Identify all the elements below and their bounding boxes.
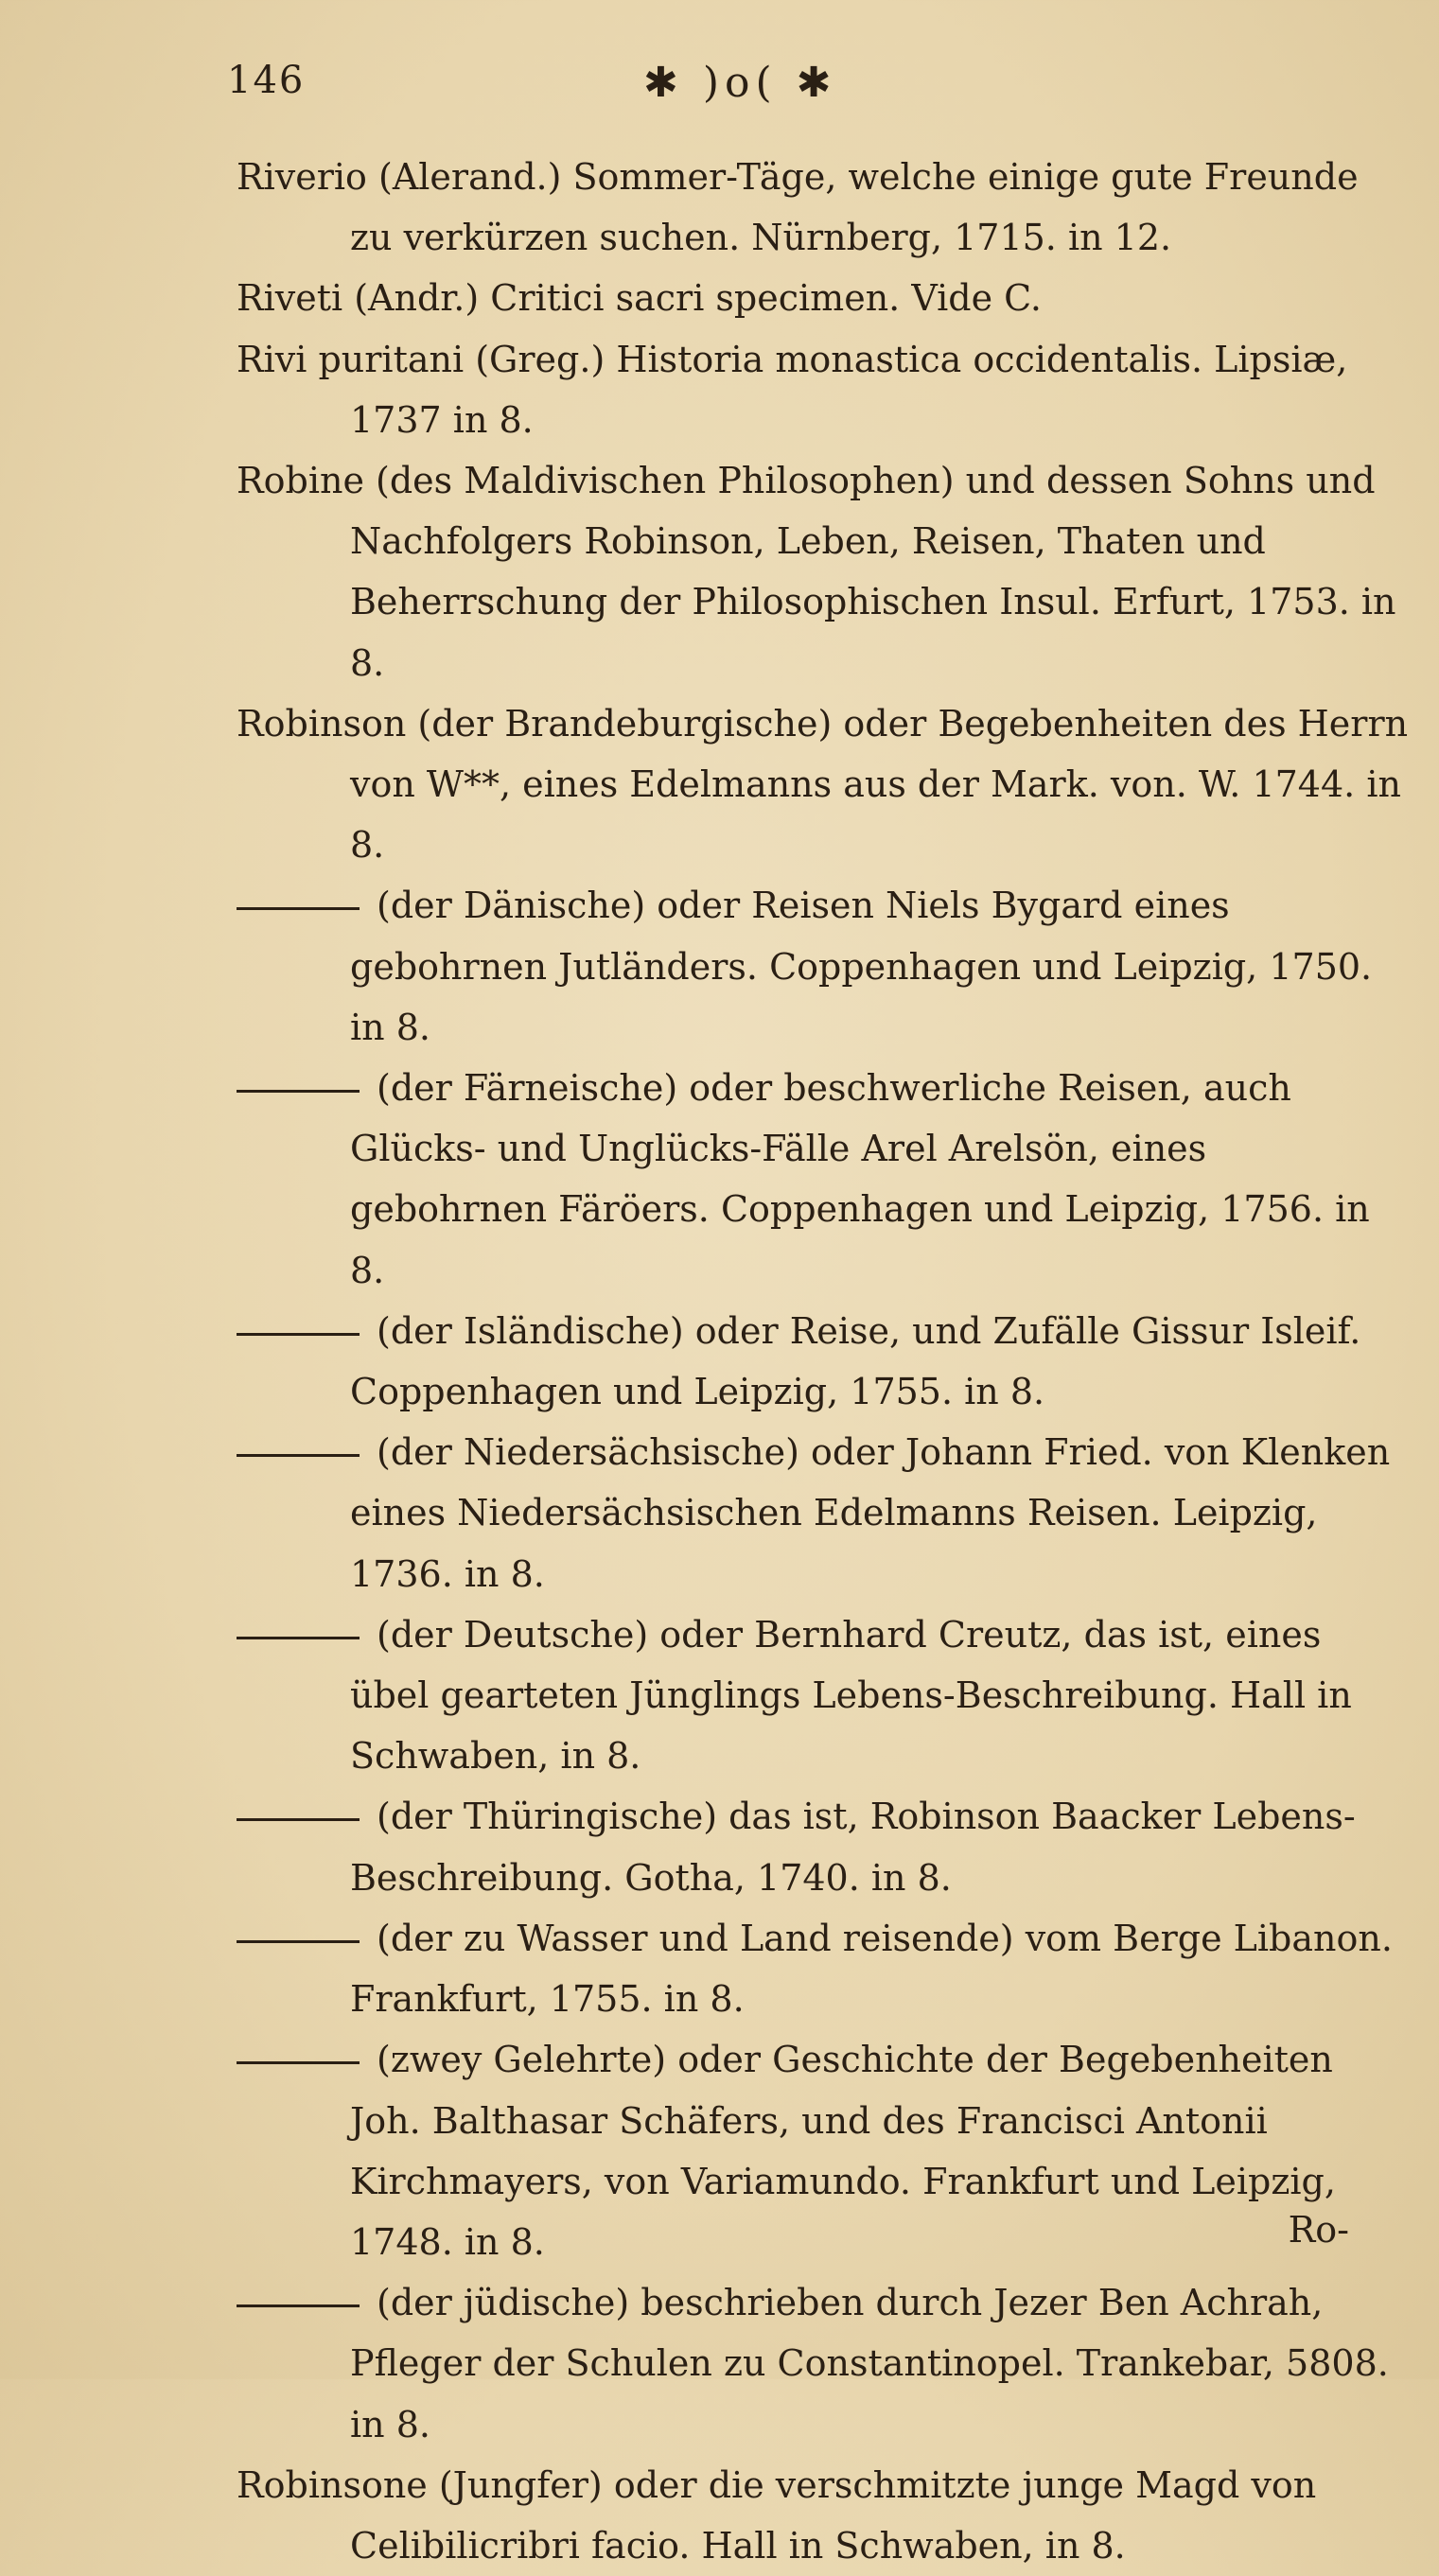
entry-text: (der Isländische) oder Reise, und Zufälle Gissur Isleif. Coppenhagen und Leipzig, 1755. in 8. (350, 1309, 1361, 1413)
entry-text: Robinsone (Jungfer) oder die verschmitzte junge Magd von Celibilicribri facio. Hall in Schwaben, in 8. (237, 2463, 1317, 2567)
entry-robine (237, 450, 1410, 693)
entry-text: (der Dänische) oder Reisen Niels Bygard eines gebohrnen Jutländers. Coppenhagen und Leipzig, 1750. in 8. (350, 885, 1373, 1048)
ditto-dash (237, 1090, 360, 1093)
entry-text: (zwey Gelehrte) oder Geschichte der Begebenheiten Joh. Balthasar Schäfers, und des Francisci Antonii Kirchmayers, von Variamundo. Frankfurt und Leipzig, 1748. in 8. (350, 2039, 1336, 2263)
ditto-dash (237, 1637, 360, 1639)
page-number: 146 (227, 59, 306, 102)
entry-robinson-niedersaechsische (237, 1422, 1410, 1604)
entry-text: (der Färneische) oder beschwerliche Reisen, auch Glücks- und Unglücks-Fälle Arel Arelsön, eines gebohrnen Färöers. Coppenhagen und Leipzig, 1756. in 8. (350, 1067, 1370, 1291)
catchword: Ro- (1288, 2209, 1349, 2251)
entry-robinson-islaendische (237, 1301, 1410, 1422)
entry-list (237, 147, 1410, 2576)
entry-text: (der zu Wasser und Land reisende) vom Berge Libanon. Frankfurt, 1755. in 8. (350, 1917, 1393, 2021)
page-header (227, 59, 1343, 125)
entry-text: Riveti (Andr.) Critici sacri specimen. Vide C. (237, 277, 1042, 320)
entry-robinson-brandeburgische (237, 693, 1410, 876)
entry-text: Robinson (der Brandeburgische) oder Begebenheiten des Herrn von W**, eines Edelmanns aus der Mark. von. W. 1744. in 8. (237, 702, 1409, 867)
header-ornament: ✱ )o( ✱ (643, 59, 837, 107)
ditto-dash (237, 1333, 360, 1336)
entry-robinson-daenische (237, 875, 1410, 1058)
entry-text: (der Deutsche) oder Bernhard Creutz, das ist, eines übel gearteten Jünglings Lebens-Beschreibung. Hall in Schwaben, in 8. (350, 1613, 1352, 1778)
ditto-dash (237, 2304, 360, 2307)
ditto-dash (237, 1454, 360, 1457)
ditto-dash (237, 907, 360, 910)
entry-text: Riverio (Alerand.) Sommer-Täge, welche einige gute Freunde zu verkürzen suchen. Nürnberg, 1715. in 12. (237, 156, 1359, 259)
entry-robinson-zwey-gelehrte (237, 2029, 1410, 2272)
ditto-dash (237, 1818, 360, 1821)
entry-riverio (237, 147, 1410, 268)
entry-robinson-deutsche (237, 1604, 1410, 1787)
entry-riveti (237, 268, 1410, 328)
entry-text: (der Thüringische) das ist, Robinson Baacker Lebens-Beschreibung. Gotha, 1740. in 8. (350, 1796, 1356, 1899)
ditto-dash (237, 2061, 360, 2064)
entry-robinsone (237, 2455, 1410, 2576)
entry-robinson-thueringische (237, 1786, 1410, 1907)
entry-text: (der jüdische) beschrieben durch Jezer Ben Achrah, Pfleger der Schulen zu Constantinopel. Trankebar, 5808. in 8. (350, 2282, 1389, 2445)
entry-rivi-puritani (237, 329, 1410, 450)
entry-text: (der Niedersächsische) oder Johann Fried. von Klenken eines Niedersächsischen Edelmanns Reisen. Leipzig, 1736. in 8. (350, 1431, 1391, 1595)
entry-text: Robine (des Maldivischen Philosophen) und dessen Sohns und Nachfolgers Robinson, Leben, Reisen, Thaten und Beherrschung der Philosophischen Insul. Erfurt, 1753. in 8. (237, 460, 1396, 684)
entry-text: Rivi puritani (Greg.) Historia monastica occidentalis. Lipsiæ, 1737 in 8. (237, 338, 1348, 441)
entry-robinson-wasser-land (237, 1908, 1410, 2029)
ditto-dash (237, 1940, 360, 1943)
entry-robinson-faerneische (237, 1058, 1410, 1301)
entry-robinson-juedische (237, 2272, 1410, 2455)
